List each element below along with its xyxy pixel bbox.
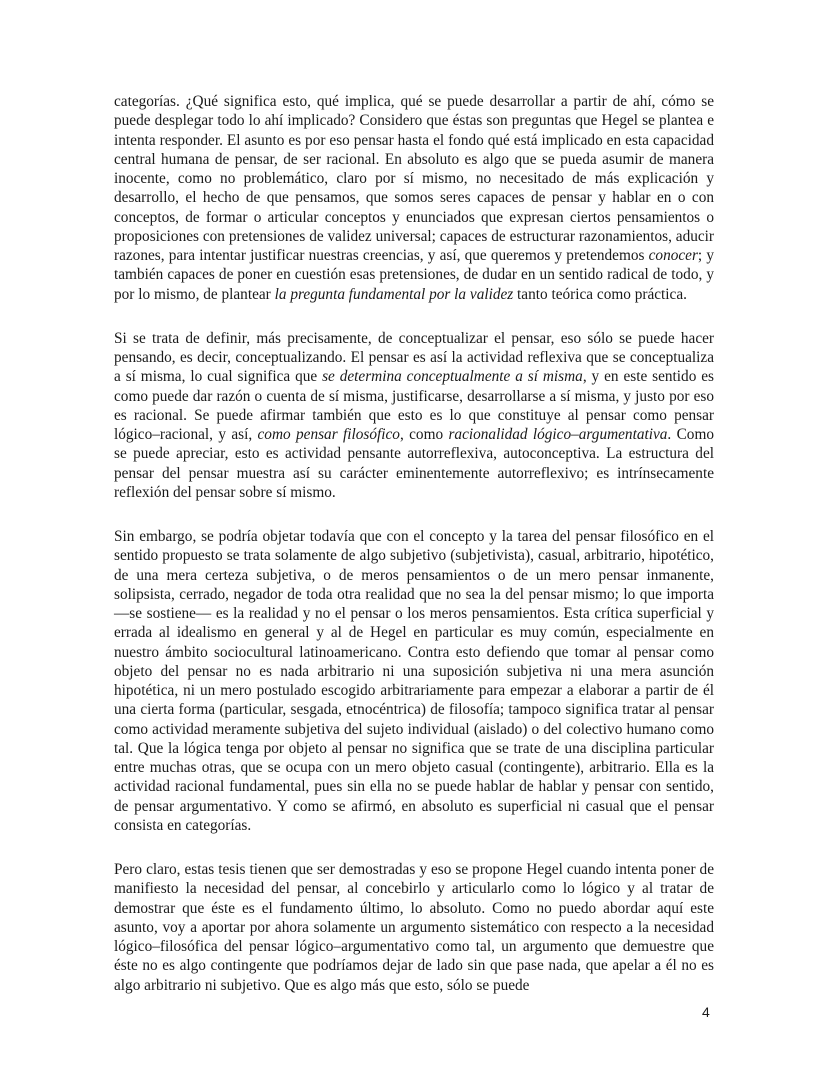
p1-seg-0: categorías. ¿Qué significa esto, qué implica, qué se puede desarrollar a partir de ahí, cómo se puede desplegar todo lo ahí implicado? Considero que éstas son preguntas que Hegel se plantea e intenta responder. El asunto es por eso pensar hasta el fondo qué está implicado en esta capacidad central humana de pensar, de ser racional. En absoluto es algo que se pueda asumir de manera inocente, como no problemático, claro por sí mismo, no necesitado de más explicación y desarrollo, el hecho de que pensamos, que somos seres capaces de pensar y hablar en o con conceptos, de formar o articular conceptos y enunciados que expresan ciertos pensamientos o proposiciones con pretensiones de validez universal; capaces de estructurar razonamientos, aducir razones, para intentar justificar nuestras creencias, y así, que queremos y pretendemos [114,93,714,264]
paragraph-2 [114,329,714,502]
p1-seg-1: conocer [648,247,698,264]
p2-seg-0: Si se trata de definir, más precisamente, de conceptualizar el pensar, eso sólo se puede hacer pensando, es decir, conceptualizando. El pensar es así la actividad reflexiva que se conceptualiza a sí misma, lo cual significa que [114,329,714,386]
p2-seg-6: . Como se puede apreciar, esto es actividad pensante autorreflexiva, autoconceptiva. La estructura del pensar del pensar muestra así su carácter eminentemente autorreflexivo; es intrínsecamente reflexión del pensar sobre sí mismo. [114,426,715,501]
p2-seg-1: se determina conceptualmente a sí misma [322,368,583,386]
page-number: 4 [702,1004,710,1020]
p3-seg-0: Sin embargo, se podría objetar todavía que con el concepto y la tarea del pensar filosófico en el sentido propuesto se trata solamente de algo subjetivo (subjetivista), casual, arbitrario, hipotético, de una mera certeza subjetiva, o de meros pensamientos o de un mero pensar inmanente, solipsista, cerrado, negador de toda otra realidad que no sea la del pensar mismo; lo que importa —se sostiene— es la realidad y no el pensar o los meros pensamientos. Esta crítica superficial y errada al idealismo en general y al de Hegel en particular es muy común, especialmente en nuestro ámbito sociocultural latinoamericano. Contra esto defiendo que tomar al pensar como objeto del pensar no es nada arbitrario ni una suposición subjetiva ni una mera asunción hipotética, ni un mero postulado escogido arbitrariamente para empezar a elaborar a partir de él una cierta forma (particular, sesgada, etnocéntrica) de filosofía; tampoco significa tratar al pensar como actividad meramente subjetiva del sujeto individual (aislado) o del colectivo humano como tal. Que la lógica tenga por objeto al pensar no significa que se trate de una disciplina particular entre muchas otras, que se ocupa con un mero objeto casual (contingente), arbitrario. Ella es la actividad racional fundamental, pues sin ella no se puede hablar de hablar y pensar con sentido, de pensar argumentativo. Y como se afirmó, en absoluto es superficial ni casual que el pensar consista en categorías. [114,528,714,834]
p1-seg-3: la pregunta fundamental por la validez [274,285,514,303]
p4-seg-0: Pero claro, estas tesis tienen que ser demostradas y eso se propone Hegel cuando intenta poner de manifiesto la necesidad del pensar, al concebirlo y articularlo como lo lógico y al tratar de demostrar que éste es el fundamento último, lo absoluto. Como no puedo abordar aquí este asunto, voy a aportar por ahora solamente un argumento sistemático con respecto a la necesidad lógico–filosófica del pensar lógico–argumentativo como tal, un argumento que demuestre que éste no es algo contingente que podríamos dejar de lado sin que pase nada, que apelar a él no es algo arbitrario ni subjetivo. Que es algo más que esto, sólo se puede [114,861,714,994]
p2-seg-4: , como [399,426,449,443]
document-body [114,92,714,1020]
paragraph-3 [114,527,714,835]
p1-seg-2: ; y también capaces de poner en cuestión esas pretensiones, de dudar en un sentido radical de todo, y por lo mismo, de plantear [114,247,714,303]
paragraph-1 [114,92,714,304]
p2-seg-2: , y en este sentido es como puede dar razón o cuenta de sí misma, justificarse, desarrollarse a sí misma, y justo por eso es racional. Se puede afirmar también que esto es lo que constituye al pensar como pensar lógico–racional, y así, [114,368,714,443]
p1-seg-4: tanto teórica como práctica. [513,285,687,303]
paragraph-4 [114,860,714,995]
p2-seg-5: racionalidad lógico–argumentativa [448,426,668,443]
p2-seg-3: como pensar filosófico [257,426,400,443]
